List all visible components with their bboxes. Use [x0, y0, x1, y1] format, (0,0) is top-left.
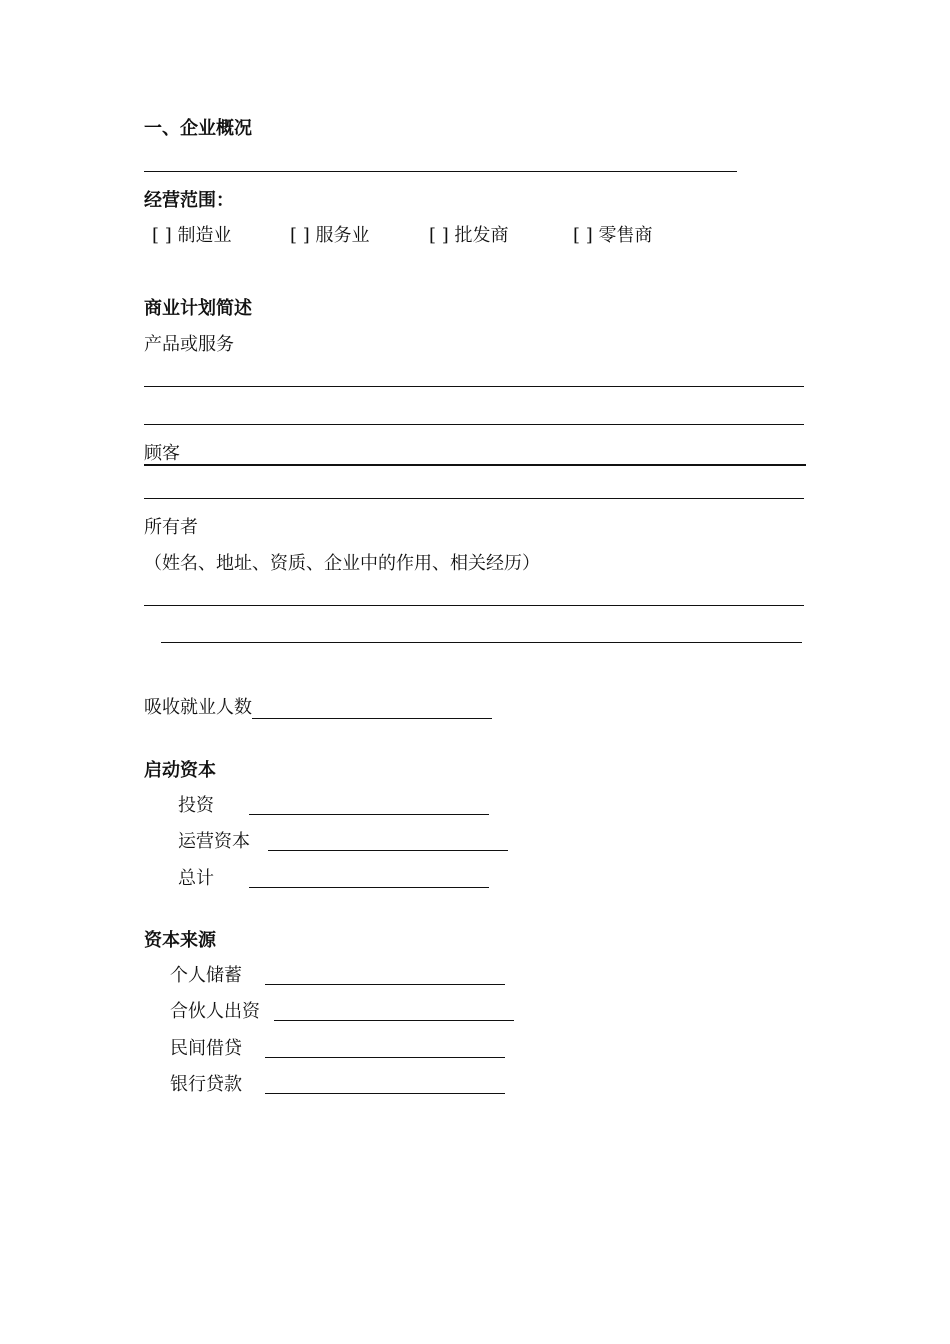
working-capital-input-line[interactable] — [268, 832, 508, 851]
total-label: 总计 — [178, 868, 214, 889]
investment-input-line[interactable] — [249, 796, 489, 815]
owner-line-2[interactable] — [161, 642, 802, 643]
checkbox-bracket[interactable]: [ ] — [573, 225, 593, 246]
checkbox-bracket[interactable]: [ ] — [429, 225, 449, 246]
investment-label: 投资 — [178, 795, 214, 816]
plan-summary-title: 商业计划简述 — [144, 298, 252, 319]
product-line-2[interactable] — [144, 424, 804, 425]
capital-source-title: 资本来源 — [144, 930, 216, 951]
scope-option-label: 零售商 — [598, 225, 653, 246]
personal-savings-label: 个人储蓄 — [170, 965, 242, 986]
company-name-line[interactable] — [144, 171, 737, 172]
personal-savings-input-line[interactable] — [265, 966, 505, 985]
product-label: 产品或服务 — [144, 334, 234, 355]
scope-option-service[interactable] — [290, 225, 370, 247]
employment-field — [144, 697, 492, 719]
partner-contribution-label: 合伙人出资 — [170, 1001, 260, 1022]
scope-option-label: 制造业 — [177, 225, 232, 246]
working-capital-label: 运营资本 — [178, 831, 250, 852]
bank-loan-label: 银行贷款 — [170, 1074, 242, 1095]
total-input-line[interactable] — [249, 869, 489, 888]
business-scope-label: 经营范围： — [144, 190, 234, 211]
owner-line-1[interactable] — [144, 605, 804, 606]
section-title: 一、企业概况 — [144, 118, 252, 139]
employment-input-line[interactable] — [252, 700, 492, 719]
private-loan-input-line[interactable] — [265, 1039, 505, 1058]
product-line-1[interactable] — [144, 386, 804, 387]
scope-option-label: 批发商 — [454, 225, 509, 246]
scope-option-manufacturing[interactable] — [152, 225, 232, 247]
owner-hint: （姓名、地址、资质、企业中的作用、相关经历） — [144, 553, 540, 574]
employment-label: 吸收就业人数 — [144, 697, 252, 718]
bank-loan-input-line[interactable] — [265, 1075, 505, 1094]
customer-line-1[interactable] — [144, 464, 806, 466]
customer-label: 顾客 — [144, 443, 180, 464]
checkbox-bracket[interactable]: [ ] — [290, 225, 310, 246]
partner-contribution-input-line[interactable] — [274, 1002, 514, 1021]
owner-label: 所有者 — [144, 517, 198, 538]
startup-capital-title: 启动资本 — [144, 760, 216, 781]
scope-option-label: 服务业 — [315, 225, 370, 246]
checkbox-bracket[interactable]: [ ] — [152, 225, 172, 246]
scope-option-retail[interactable] — [573, 225, 653, 247]
customer-line-2[interactable] — [144, 498, 804, 499]
private-loan-label: 民间借贷 — [170, 1038, 242, 1059]
scope-option-wholesale[interactable] — [429, 225, 509, 247]
